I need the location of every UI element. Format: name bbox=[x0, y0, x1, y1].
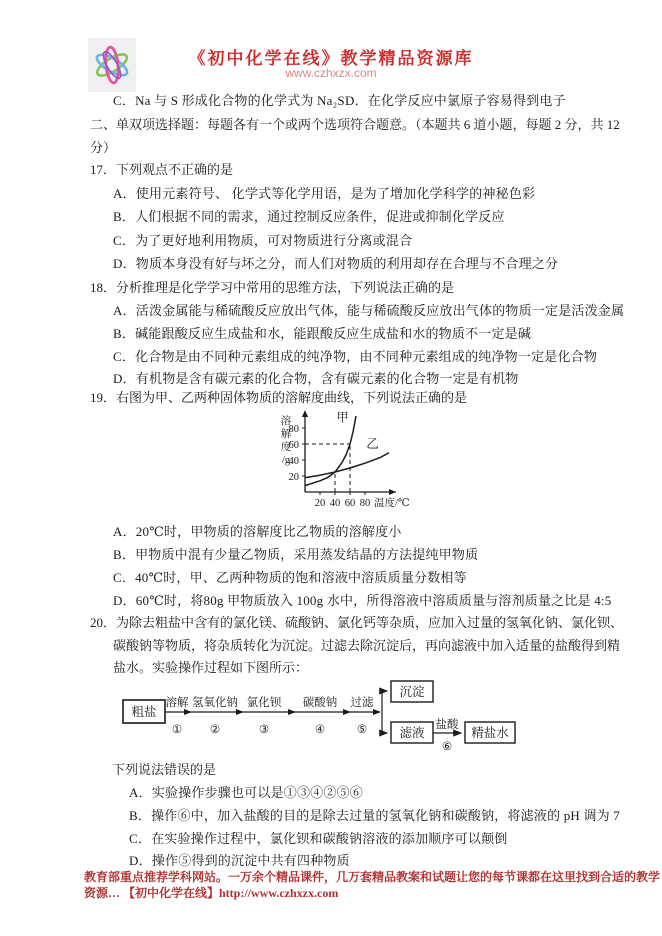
step-4-number: ④ bbox=[314, 724, 326, 736]
question-19-stem: 19．右图为甲、乙两种固体物质的溶解度曲线，下列说法正确的是 bbox=[90, 390, 468, 405]
step-1-number: ① bbox=[171, 724, 183, 736]
y-axis-title-char: 度 bbox=[280, 442, 292, 453]
question-20-option-b: B．操作⑥中，加入盐酸的目的是除去过量的氢氧化钠和碳酸钠，将滤液的 pH 调为 7 bbox=[129, 808, 621, 823]
question-20-option-d: D．操作⑤得到的沉淀中共有四种物质 bbox=[129, 853, 350, 868]
solubility-curve-chart bbox=[246, 402, 466, 516]
svg-text:20: 20 bbox=[314, 498, 326, 509]
question-18-option-d: D．有机物是含有碳元素的化合物，含有碳元素的化合物一定是有机物 bbox=[113, 371, 519, 386]
step-4-label: 碳酸钠 bbox=[302, 697, 338, 709]
question-18-option-c: C．化合物是由不同种元素组成的纯净物，由不同种元素组成的纯净物一定是化合物 bbox=[113, 349, 598, 364]
arrow-1-icon bbox=[184, 709, 192, 715]
arrow-2-icon bbox=[236, 709, 244, 715]
question-19-option-b: B．甲物质中混有少量乙物质，采用蒸发结晶的方法提纯甲物质 bbox=[113, 547, 479, 562]
svg-text:40: 40 bbox=[288, 456, 299, 467]
svg-text:60: 60 bbox=[288, 440, 299, 451]
question-19-option-c: C．40℃时，甲、乙两种物质的饱和溶液中溶质质量分数相等 bbox=[113, 570, 467, 585]
question-19-option-a: A．20℃时，甲物质的溶解度比乙物质的溶解度小 bbox=[113, 524, 402, 539]
step-6-number: ⑥ bbox=[441, 741, 453, 753]
question-18-option-a: A．活泼金属能与稀硫酸反应放出气体，能与稀硫酸反应放出气体的物质一定是活泼金属 bbox=[113, 303, 625, 318]
step-1-label: 溶解 bbox=[165, 697, 189, 709]
series-label-乙: 乙 bbox=[366, 437, 379, 451]
series-label-甲: 甲 bbox=[336, 410, 349, 425]
series-乙 bbox=[305, 453, 389, 478]
purification-flow-diagram bbox=[95, 678, 575, 758]
branch-to-filtrate bbox=[382, 712, 387, 733]
section-heading-line2: 分） bbox=[90, 140, 117, 155]
step-5-label: 过滤 bbox=[350, 697, 374, 709]
question-18-stem: 18．分析推理是化学学习中常用的思维方法，下列说法正确的是 bbox=[90, 280, 455, 295]
step-2-number: ② bbox=[209, 724, 221, 736]
question-17-option-a: A．使用元素符号、 化学式等化学用语，是为了增加化学科学的神秘色彩 bbox=[113, 186, 536, 201]
question-20-subquestion: 下列说法错误的是 bbox=[112, 762, 217, 777]
x-axis-arrow-icon bbox=[389, 489, 396, 495]
y-axis-arrow-icon bbox=[302, 410, 308, 417]
footer-line1: 教育部重点推荐学科网站。一万余个精品课件，几万套精品教案和试题让您的每节课都在这里找到合适的教学 bbox=[84, 870, 661, 884]
y-axis-title-char: 解 bbox=[280, 429, 292, 440]
x-axis-title: 温度/℃ bbox=[374, 498, 410, 509]
svg-text:20: 20 bbox=[288, 472, 299, 483]
arrow-5-icon bbox=[373, 709, 381, 715]
arrow-3-icon bbox=[288, 709, 296, 715]
svg-text:40: 40 bbox=[329, 498, 341, 509]
svg-text:60: 60 bbox=[344, 498, 356, 509]
precipitate-label: 沉淀 bbox=[399, 685, 425, 699]
filtrate-label: 滤液 bbox=[399, 726, 425, 740]
question-17-stem: 17．下列观点不正确的是 bbox=[90, 162, 234, 177]
prev-question-option-c: C．Na 与 S 形成化合物的化学式为 Na₂S bbox=[113, 93, 345, 108]
refined-brine-label: 精盐水 bbox=[471, 726, 509, 740]
step-6-label: 盐酸 bbox=[435, 719, 459, 731]
svg-text:80: 80 bbox=[288, 424, 299, 435]
question-18-option-b: B．碱能跟酸反应生成盐和水，能跟酸反应生成盐和水的物质不一定是碱 bbox=[113, 326, 532, 341]
question-17-option-c: C．为了更好地利用物质，可对物质进行分离或混合 bbox=[113, 233, 413, 248]
prev-question-option-d: D．在化学反应中氯原子容易得到电子 bbox=[345, 93, 566, 108]
svg-text:80: 80 bbox=[359, 498, 371, 509]
section-heading-line1: 二、单双项选择题：每题各有一个或两个选项符合题意。（本题共 6 道小题，每题 2 分，共 12 bbox=[90, 117, 620, 132]
step-3-number: ③ bbox=[258, 724, 270, 736]
site-url: www.czhxzx.com bbox=[285, 66, 377, 80]
step-3-label: 氯化钡 bbox=[246, 697, 282, 709]
arrow-4-icon bbox=[343, 709, 351, 715]
question-19-option-d: D．60℃时，将80g 甲物质放入 100g 水中，所得溶液中溶质质量与溶剂质量之比是 4:5 bbox=[113, 593, 612, 608]
footer-line2: 资源… 【初中化学在线】http://www.czhxzx.com bbox=[84, 886, 339, 900]
question-20-stem-line3: 盐水。实验操作过程如下图所示： bbox=[113, 660, 309, 675]
crude-salt-label: 粗盐 bbox=[131, 705, 157, 719]
site-title: 《初中化学在线》教学精品资源库 bbox=[188, 49, 474, 68]
branch-to-precipitate bbox=[382, 691, 387, 712]
question-20-option-c: C．在实验操作过程中，氯化钡和碳酸钠溶液的添加顺序可以颠倒 bbox=[129, 831, 508, 846]
question-17-option-d: D．物质本身没有好与坏之分，而人们对物质的利用却存在合理与不合理之分 bbox=[113, 256, 559, 271]
y-axis-title-char: 溶 bbox=[280, 416, 292, 427]
step-2-label: 氢氧化钠 bbox=[192, 697, 238, 709]
question-20-stem-line1: 20．为除去粗盐中含有的氯化镁、硫酸钠、氯化钙等杂质，应加入过量的氢氧化钠、氯化钡、 bbox=[90, 615, 624, 630]
series-甲 bbox=[305, 416, 356, 486]
y-axis-title-char: /g bbox=[281, 455, 291, 466]
step-5-number: ⑤ bbox=[356, 724, 368, 736]
question-20-stem-line2: 碳酸钠等物质，将杂质转化为沉淀。过滤去除沉淀后，再向滤液中加入适量的盐酸得到精 bbox=[113, 638, 621, 653]
question-17-option-b: B．人们根据不同的需求，通过控制反应条件，促进或抑制化学反应 bbox=[113, 209, 505, 224]
question-20-option-a: A．实验操作步骤也可以是①③④②⑤⑥ bbox=[129, 785, 363, 800]
